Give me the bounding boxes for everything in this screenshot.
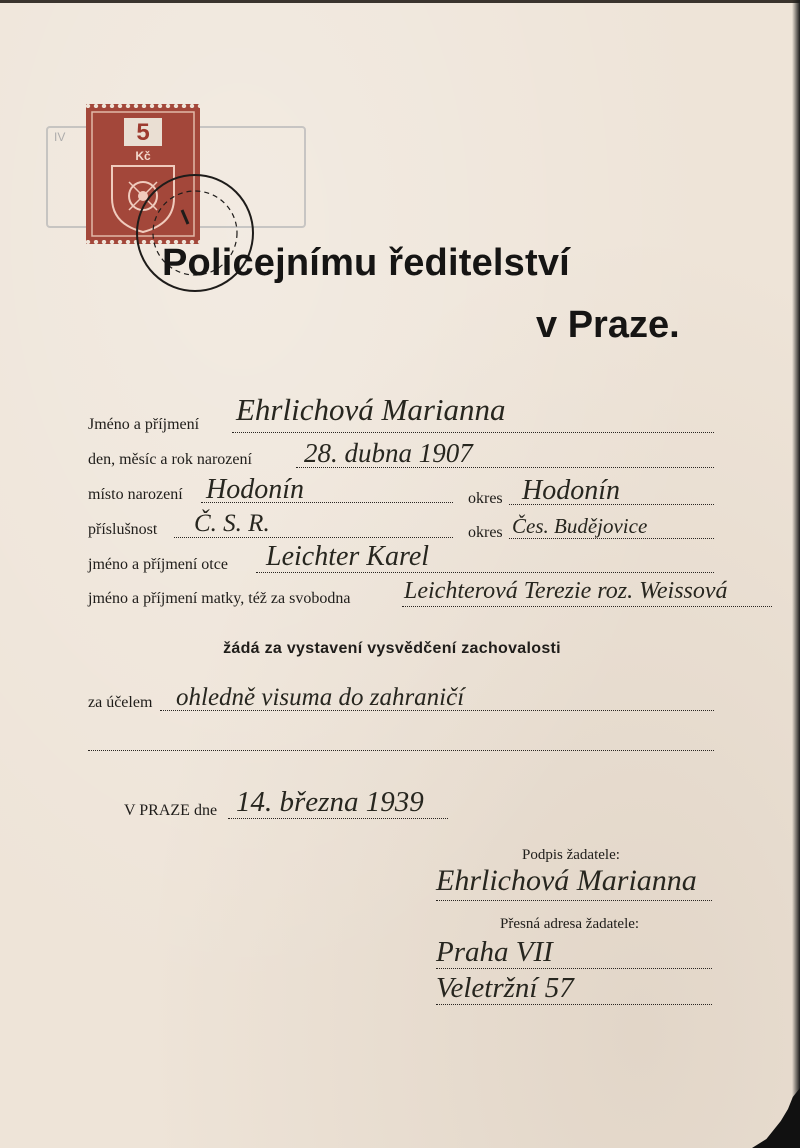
district1-value: Hodonín — [522, 475, 620, 506]
purpose-value: ohledně visuma do zahraničí — [176, 684, 465, 711]
father-value: Leichter Karel — [266, 541, 430, 572]
name-line — [232, 432, 714, 433]
revenue-stamp-value: 5 — [136, 119, 150, 146]
request-text: žádá za vystavení vysvědčení zachovalosti — [223, 640, 561, 657]
address-line-2: Veletržní 57 — [436, 972, 574, 1004]
signature-line — [436, 900, 712, 901]
father-row — [88, 556, 228, 574]
mother-row — [88, 590, 350, 608]
date-row — [124, 802, 217, 820]
district2-value: Čes. Budějovice — [512, 514, 648, 538]
citizenship-label: příslušnost — [88, 521, 158, 538]
name-row — [88, 416, 199, 434]
citizenship-row — [88, 521, 157, 539]
district1-label: okres — [468, 490, 503, 507]
purpose-label: za účelem — [88, 694, 153, 711]
birthplace-row — [88, 486, 183, 504]
mother-value: Leichterová Terezie roz. Weissová — [404, 578, 728, 604]
address-line-1: Praha VII — [436, 936, 553, 968]
purpose-row — [88, 694, 152, 712]
address-underline-1 — [436, 968, 712, 969]
address-underline-2 — [436, 1004, 712, 1005]
signature-label: Podpis žadatele: — [522, 847, 620, 863]
box-stamp-text-left: IV — [54, 130, 66, 144]
mother-label: jméno a příjmení matky, též za svobodna — [88, 590, 351, 607]
address-label: Přesná adresa žadatele: — [500, 916, 640, 932]
citizenship-value: Č. S. R. — [194, 510, 270, 537]
document-heading: Policejnímu ředitelství — [162, 242, 570, 284]
birthplace-value: Hodonín — [206, 474, 304, 505]
revenue-stamp-unit: Kč — [135, 149, 151, 163]
right-edge — [792, 0, 800, 1148]
district1-row — [468, 490, 503, 508]
top-edge — [0, 0, 800, 3]
mother-line — [402, 606, 772, 607]
birthplace-label: místo narození — [88, 486, 183, 503]
father-label: jméno a příjmení otce — [88, 556, 228, 573]
birth-value: 28. dubna 1907 — [304, 438, 473, 468]
district2-row — [468, 524, 503, 542]
applicant-signature: Ehrlichová Marianna — [436, 864, 697, 897]
name-label: Jméno a příjmení — [88, 416, 200, 433]
birth-row — [88, 451, 252, 469]
name-value: Ehrlichová Marianna — [236, 392, 506, 427]
address-label-row — [500, 915, 639, 933]
birth-label: den, měsíc a rok narození — [88, 451, 252, 468]
date-value: 14. března 1939 — [236, 786, 424, 818]
date-label: V PRAZE dne — [124, 802, 218, 819]
signature-label-row — [522, 847, 620, 864]
purpose-line-2 — [88, 750, 714, 751]
document-heading-city: v Praze. — [536, 304, 680, 346]
request-statement — [0, 640, 800, 658]
district2-label: okres — [468, 524, 503, 541]
